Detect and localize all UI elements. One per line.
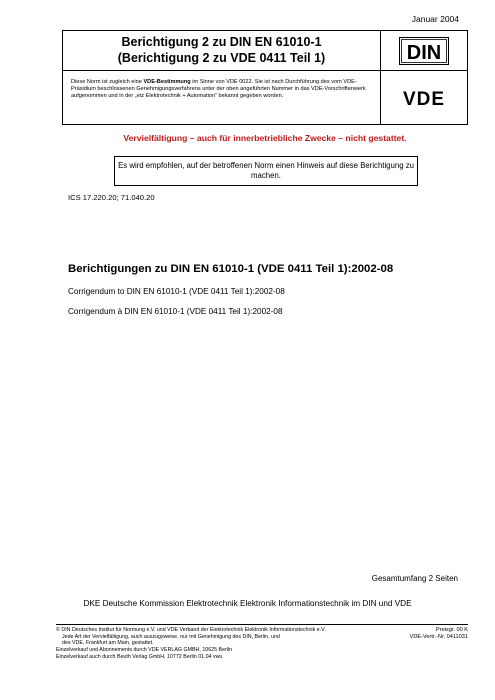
- document-header: [62, 30, 468, 125]
- vde-logo-text: VDE: [402, 88, 446, 107]
- title-block: [63, 31, 381, 71]
- vde-order-number: VDE-Vertr.-Nr. 0411031: [409, 633, 468, 640]
- corrigendum-title-fr: Corrigendum à DIN EN 61010-1 (VDE 0411 Teil 1):2002-08: [68, 307, 283, 316]
- price-group: Preisgr. 00 K: [435, 627, 468, 633]
- note-text-end: im Sinne von VDE 0022. Sie ist nach Durchführung des vom VDE-Präsidium beschlossenen Genehmigungsverfahrens unter der oben angeführten Nummer in das VDE-Vorschriftenwerk aufgenommen und in der „etz Elektrotechnik + Automation“ bekannt gegeben worden.: [71, 79, 366, 100]
- footer-divider: [56, 624, 468, 625]
- legal-notice: [56, 627, 376, 661]
- din-logo: [381, 31, 467, 71]
- vde-logo-icon: [392, 89, 456, 107]
- advice-box: Es wird empfohlen, auf der betroffenen Norm einen Hinweis auf diese Berichtigung zu machen.: [114, 156, 418, 186]
- corrigendum-title-de: Berichtigungen zu DIN EN 61010-1 (VDE 0411 Teil 1):2002-08: [68, 263, 394, 275]
- document-title: Berichtigung 2 zu DIN EN 61010-1: [121, 35, 322, 49]
- vde-regulation-note: [63, 71, 381, 124]
- dke-line: DKE Deutsche Kommission Elektrotechnik Elektronik Informationstechnik im DIN und VDE: [83, 599, 412, 608]
- corrigendum-title-en: Corrigendum to DIN EN 61010-1 (VDE 0411 Teil 1):2002-08: [68, 287, 285, 296]
- note-text-bold: VDE-Bestimmung: [143, 79, 191, 85]
- reproduction-notice: Vervielfältigung – auch für innerbetriebliche Zwecke – nicht gestattet.: [123, 133, 407, 143]
- legal-line: © DIN Deutsches Institut für Normung e.V. und VDE Verband der Elektrotechnik Elektronik Informationstechnik e.V.: [56, 627, 326, 633]
- legal-line: Einzelverkauf auch durch Beuth Verlag GmbH, 10772 Berlin 01.04 vwu: [56, 653, 223, 660]
- legal-line: Einzelverkauf und Abonnements durch VDE VERLAG GMBH, 10625 Berlin: [56, 647, 233, 654]
- legal-line: Jede Art der Vervielfältigung, auch auszugsweise, nur mit Genehmigung des DIN, Berlin, und: [62, 633, 280, 640]
- legal-line: des VDE, Frankfurt am Main, gestattet.: [62, 640, 154, 647]
- din-logo-text: DIN: [406, 41, 442, 64]
- ics-codes: ICS 17.220.20; 71.040.20: [68, 193, 155, 202]
- din-logo-icon: [399, 37, 449, 65]
- vde-logo: [381, 71, 467, 124]
- total-pages: Gesamtumfang 2 Seiten: [371, 574, 458, 583]
- note-text-start: Diese Norm ist zugleich eine: [71, 79, 144, 85]
- price-info: [410, 627, 468, 640]
- document-subtitle: (Berichtigung 2 zu VDE 0411 Teil 1): [117, 51, 326, 65]
- issue-date: Januar 2004: [411, 14, 459, 24]
